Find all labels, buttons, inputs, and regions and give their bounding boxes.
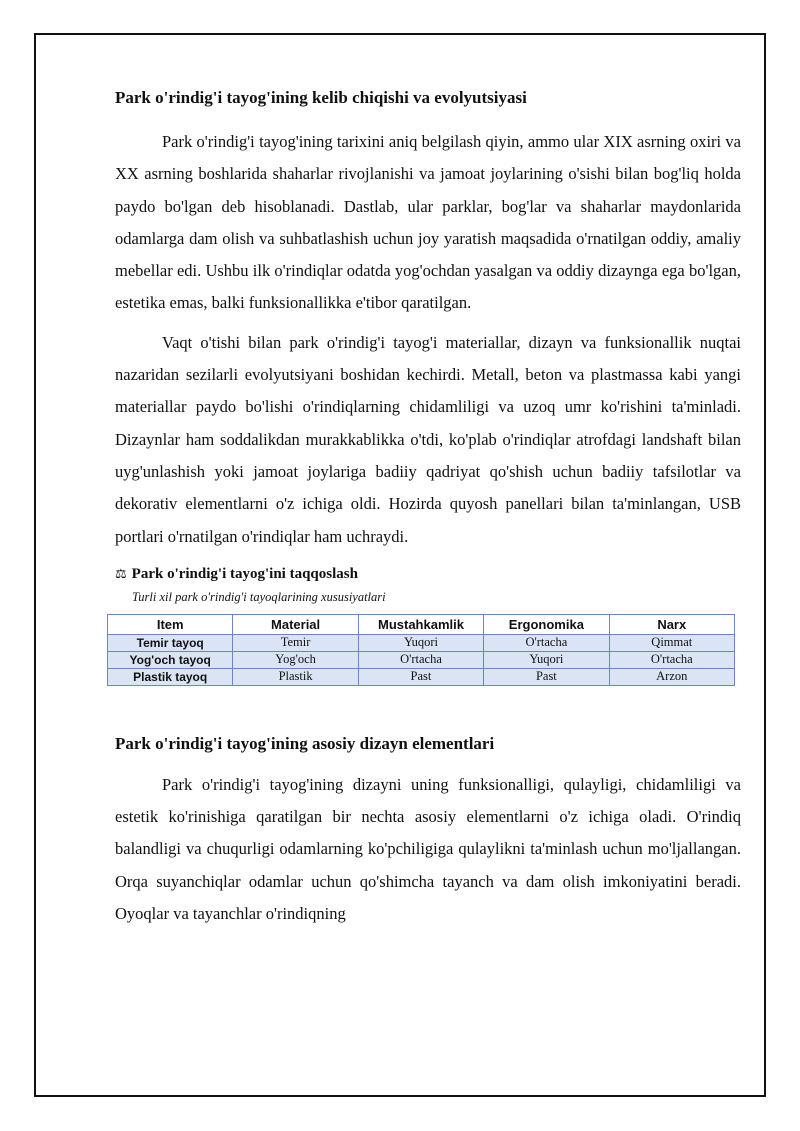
table-cell: O'rtacha: [358, 651, 483, 668]
header-item: Item: [108, 614, 233, 634]
table-cell: Arzon: [609, 668, 734, 685]
table-cell: Temir: [233, 634, 358, 651]
table-cell: Past: [484, 668, 609, 685]
row-label: Temir tayoq: [108, 634, 233, 651]
table-cell: Past: [358, 668, 483, 685]
table-cell: Yuqori: [358, 634, 483, 651]
section-heading-origin: Park o'rindig'i tayog'ining kelib chiqishi va evolyutsiyasi: [115, 88, 527, 107]
header-material: Material: [233, 614, 358, 634]
section-heading-design: Park o'rindig'i tayog'ining asosiy dizayn elementlari: [115, 733, 495, 753]
table-row: [108, 668, 735, 685]
table-cell: Plastik: [233, 668, 358, 685]
table-cell: Yuqori: [484, 651, 609, 668]
table-cell: O'rtacha: [484, 634, 609, 651]
row-label: Plastik tayoq: [108, 668, 233, 685]
paragraph-origin-2: Vaqt o'tishi bilan park o'rindig'i tayog'i materiallar, dizayn va funksionallik nuqtai nazaridan sezilarli evolyutsiyani boshidan kechirdi. Metall, beton va plastmassa kabi yangi materiallar paydo bo'lishi o'rindiqlarning chidamliligi va uzoq umr ko'rishini ta'minladi. Dizaynlar ham soddalikdan murakkablikka o'tdi, ko'plab o'rindiqlar atrofdagi landshaft bilan uyg'unlashish yoki jamoat joylariga badiiy qadriyat qo'shish uchun badiiy tafsilotlar va dekorativ elementlarni o'z ichiga oldi. Hozirda quyosh panellari bilan ta'minlangan, USB portlari o'rnatilgan o'rindiqlar ham uchraydi.: [115, 332, 741, 546]
table-title: [115, 564, 741, 585]
paragraph-origin-1: Park o'rindig'i tayog'ining tarixini aniq belgilash qiyin, ammo ular XIX asrning oxiri va XX asrning boshlarida shaharlar rivojlanishi va jamoat joylarining o'sishi bilan bog'liq holda paydo bo'lgan deb hisoblanadi. Dastlab, ular parklar, bog'lar va shaharlar maydonlarida odamlarga dam olish va suhbatlashish uchun joy yaratish maqsadida o'rnatilgan oddiy, amaliy mebellar edi. Ushbu ilk o'rindiqlar odatda yog'ochdan yasalgan va oddiy dizaynga ega bo'lgan, estetika emas, balki funksionallikka e'tibor qaratilgan.: [115, 132, 741, 313]
table-caption: Turli xil park o'rindig'i tayoqlarining xususiyatlari: [132, 589, 386, 604]
paragraph-design-1: Park o'rindig'i tayog'ining dizayni uning funksionalligi, qulayligi, chidamliligi va estetik ko'rinishiga qaratilgan bir nechta asosiy elementlarni o'z ichiga oladi. O'rindiq balandligi va chuqurligi odamlarning ko'pchiligiga qulaylikni ta'minlash uchun mo'ljallangan. Orqa suyanchiqlar odamlar uchun qo'shimcha tayanch va dam olish imkoniyatini beradi. Oyoqlar va tayanchlar o'rindiqning: [115, 774, 741, 924]
header-ergonomics: Ergonomika: [484, 614, 609, 634]
table-row: [108, 634, 735, 651]
table-title-text: Park o'rindig'i tayog'ini taqqoslash: [131, 565, 358, 582]
table-cell: Qimmat: [609, 634, 734, 651]
comparison-table: [107, 614, 735, 686]
table-header-row: [108, 614, 735, 634]
table-row: [108, 651, 735, 668]
header-price: Narx: [609, 614, 734, 634]
document-body: [115, 86, 741, 930]
table-cell: Yog'och: [233, 651, 358, 668]
scales-icon: ⚖: [115, 566, 127, 582]
row-label: Yog'och tayoq: [108, 651, 233, 668]
table-cell: O'rtacha: [609, 651, 734, 668]
header-strength: Mustahkamlik: [358, 614, 483, 634]
